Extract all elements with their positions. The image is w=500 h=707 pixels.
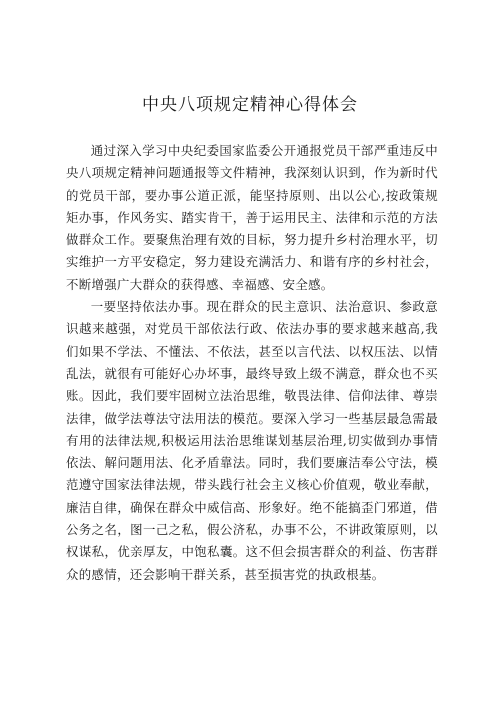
paragraph-1: 通过深入学习中央纪委国家监委公开通报党员干部严重违反中央八项规定精神问题通报等文件精神，我深刻认识到，作为新时代的党员干部，要办事公道正派，能坚持原则、出以公心,按政策规矩办事，作风务实、踏实肯干，善于运用民主、法律和示范的方法做群众工作。要聚焦治理有效的目标，努力提升乡村治理水平，切实维护一方平安稳定，努力建设充满活力、和谐有序的乡村社会，不断增强广大群众的获得感、幸福感、安全感。	[66, 143, 438, 292]
document-body	[66, 140, 438, 586]
document-title: 中央八项规定精神心得体会	[142, 95, 358, 115]
paragraph-2: 一要坚持依法办事。现在群众的民主意识、法治意识、参政意识越来越强，对党员干部依法行政、依法办事的要求越来越高,我们如果不学法、不懂法、不依法，甚至以言代法、以权压法、以情乱法，就很有可能好心办坏事，最终导致上级不满意，群众也不买账。因此，我们要牢固树立法治思维，敬畏法律、信仰法律、尊崇法律，做学法尊法守法用法的模范。要深入学习一些基层最急需最有用的法律法规,积极运用法治思维谋划基层治理,切实做到办事情依法、解问题用法、化矛盾靠法。同时，我们要廉洁奉公守法，模范遵守国家法律法规，带头践行社会主义核心价值观，敬业奉献，廉洁自律，确保在群众中威信高、形象好。绝不能搞歪门邪道，借公务之名，图一己之私，假公济私，办事不公，不讲政策原则，以权谋私，优亲厚友，中饱私囊。这不但会损害群众的利益、伤害群众的感情，还会影响干群关系，甚至损害党的执政根基。	[66, 299, 438, 582]
